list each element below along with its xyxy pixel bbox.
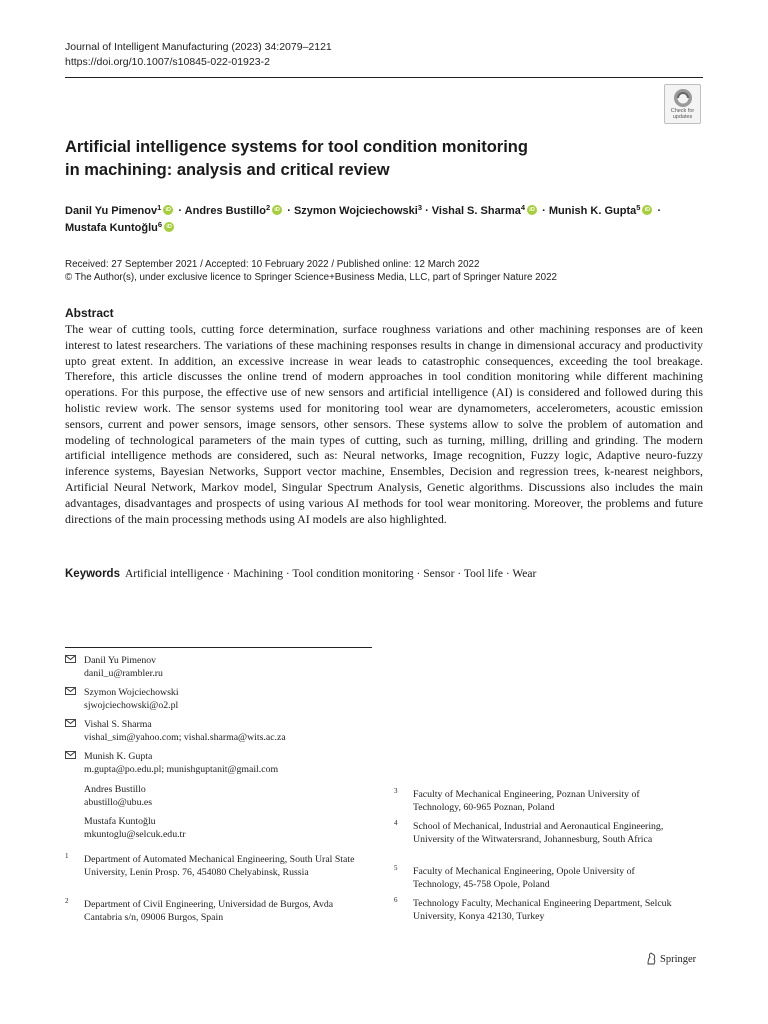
envelope-icon[interactable] <box>65 655 76 663</box>
orcid-icon[interactable] <box>527 205 537 215</box>
abstract-text: The wear of cutting tools, cutting force determination, surface roughness variations and other machining responses are of keen interest to latest researchers. The variations of these machining responses results in change in dimensional accuracy and productivity upto great extent. In addition, an excessive increase in wear leads to catastrophic consequences, exceeding the tool breakage. Therefore, this article discusses the online trend of modern approaches in tool condition monitoring while different machining operations. For this purpose, the effective use of new sensors and artificial intelligence (AI) is considered and followed during this holistic review work. The sensor systems used for monitoring tool wear are dynamometers, accelerometers, acoustic emission sensors, current and power sensors, image sensors, other sensors. These systems allow to solve the problem of automation and modeling of technological parameters of the main types of cutting, such as turning, milling, drilling and grinding. The modern artificial intelligence methods are considered, such as: Neural networks, Image recognition, Fuzzy logic, Adaptive neuro-fuzzy inference systems, Bayesian Networks, Support vector machine, Ensembles, Decision and regression trees, k-nearest neighbors, Artificial Neural Network, Markov model, Singular Spectrum Analysis, Genetic algorithms. Discussions also includes the main advantages, disadvantages and prospects of using various AI methods for tool wear monitoring. Moreover, the problems and future directions of the main processing methods using AI models are also highlighted. <box>65 322 703 526</box>
badge-line2: updates <box>672 114 693 120</box>
envelope-icon[interactable] <box>65 687 76 695</box>
author-affil-num: 3 <box>417 203 422 212</box>
affiliation-number: 5 <box>394 864 398 872</box>
affiliation-number: 1 <box>65 852 69 860</box>
author-affil-num: 2 <box>265 203 271 212</box>
contact-email[interactable]: m.gupta@po.edu.pl; munishguptanit@gmail.com <box>84 764 279 775</box>
affiliation <box>65 853 355 879</box>
springer-horse-icon <box>646 952 657 965</box>
check-for-updates-badge[interactable] <box>664 84 701 124</box>
keywords <box>65 566 705 582</box>
orcid-icon[interactable] <box>272 205 282 215</box>
affiliation <box>394 865 684 891</box>
journal-citation: Journal of Intelligent Manufacturing (2023) 34:2079–2121 <box>65 41 332 53</box>
paper-title <box>65 136 625 182</box>
doi-link[interactable]: https://doi.org/10.1007/s10845-022-01923-2 <box>65 56 270 68</box>
contact-entry <box>65 686 385 712</box>
header-rule <box>65 77 703 78</box>
affiliation <box>65 898 355 924</box>
orcid-icon[interactable] <box>163 205 173 215</box>
affiliation-text: School of Mechanical, Industrial and Aeronautical Engineering, University of the Witwatersrand, Johannesburg, South Africa <box>413 821 664 845</box>
contact-entry <box>65 750 385 776</box>
dates-line: Received: 27 September 2021 / Accepted: 10 February 2022 / Published online: 12 March 2022 <box>65 259 480 270</box>
check-for-updates-icon <box>673 88 693 108</box>
affiliation-number: 4 <box>394 819 398 827</box>
keywords-label: Keywords <box>65 568 120 580</box>
author-affil-num: 5 <box>636 203 641 212</box>
contact-name: Munish K. Gupta <box>84 751 153 762</box>
contact-email[interactable]: sjwojciechowski@o2.pl <box>84 700 179 711</box>
affiliation <box>394 820 684 846</box>
affiliation <box>394 897 684 923</box>
badge-line1: Check for <box>670 108 695 114</box>
springer-logo <box>646 952 696 965</box>
title-line2: in machining: analysis and critical review <box>65 161 390 179</box>
affiliation-text: Technology Faculty, Mechanical Engineering Department, Selcuk University, Konya 42130, Turkey <box>413 898 672 922</box>
contact-name: Mustafa Kuntoğlu <box>84 816 156 827</box>
author-affil-num: 6 <box>157 220 163 229</box>
author-separator: · <box>542 205 546 217</box>
author-separator: · <box>178 205 183 217</box>
envelope-icon[interactable] <box>65 751 76 759</box>
affiliation-number: 6 <box>394 896 398 904</box>
author-list <box>65 203 705 237</box>
publication-dates <box>65 258 705 284</box>
author-name[interactable]: Mustafa Kuntoğlu <box>65 222 158 234</box>
affiliation <box>394 788 684 814</box>
affiliation-text: Department of Civil Engineering, Universidad de Burgos, Avda Cantabria s/n, 09006 Burgos, Spain <box>84 899 334 923</box>
contact-name: Vishal S. Sharma <box>84 719 152 730</box>
author-name[interactable]: Vishal S. Sharma <box>431 205 521 217</box>
orcid-icon[interactable] <box>642 205 652 215</box>
author-name[interactable]: Andres Bustillo <box>184 205 266 217</box>
contact-name: Danil Yu Pimenov <box>84 655 157 666</box>
title-line1: Artificial intelligence systems for tool condition monitoring <box>65 138 528 156</box>
copyright-line: © The Author(s), under exclusive licence to Springer Science+Business Media, LLC, part of Springer Nature 2022 <box>65 272 557 283</box>
author-name[interactable]: Munish K. Gupta <box>548 205 637 217</box>
contact-name: Szymon Wojciechowski <box>84 687 179 698</box>
author-separator: · <box>287 205 291 217</box>
contact-name: Andres Bustillo <box>84 784 146 795</box>
author-separator: · <box>425 205 429 217</box>
contact-entry <box>65 783 385 809</box>
affiliation-text: Department of Automated Mechanical Engineering, South Ural State University, Lenin Prosp. 76, 454080 Chelyabinsk, Russia <box>84 854 355 878</box>
orcid-icon[interactable] <box>164 222 174 232</box>
abstract-heading: Abstract <box>65 306 114 320</box>
contact-email[interactable]: vishal_sim@yahoo.com; vishal.sharma@wits.ac.za <box>84 732 286 743</box>
affiliation-text: Faculty of Mechanical Engineering, Poznan University of Technology, 60-965 Poznan, Poland <box>413 789 640 813</box>
author-separator: · <box>657 205 662 217</box>
contact-entry <box>65 718 385 744</box>
footnote-rule <box>65 647 372 648</box>
author-affil-num: 4 <box>520 203 526 212</box>
contact-email[interactable]: mkuntoglu@selcuk.edu.tr <box>84 829 186 840</box>
contact-email[interactable]: danil_u@rambler.ru <box>84 668 163 679</box>
contact-email[interactable]: abustillo@ubu.es <box>84 797 153 808</box>
author-affil-num: 1 <box>157 203 162 212</box>
affiliation-text: Faculty of Mechanical Engineering, Opole University of Technology, 45-758 Opole, Poland <box>413 866 635 890</box>
affiliation-number: 3 <box>394 787 398 795</box>
author-name[interactable]: Szymon Wojciechowski <box>293 205 418 217</box>
journal-info <box>65 40 332 70</box>
affiliation-number: 2 <box>65 897 69 905</box>
contact-entry <box>65 654 385 680</box>
contact-entry <box>65 815 385 841</box>
publisher-name: Springer <box>660 954 697 965</box>
envelope-icon[interactable] <box>65 719 76 727</box>
author-name[interactable]: Danil Yu Pimenov <box>65 205 158 217</box>
keywords-text: Artificial intelligence · Machining · Tool condition monitoring · Sensor · Tool life · Wear <box>124 568 537 580</box>
